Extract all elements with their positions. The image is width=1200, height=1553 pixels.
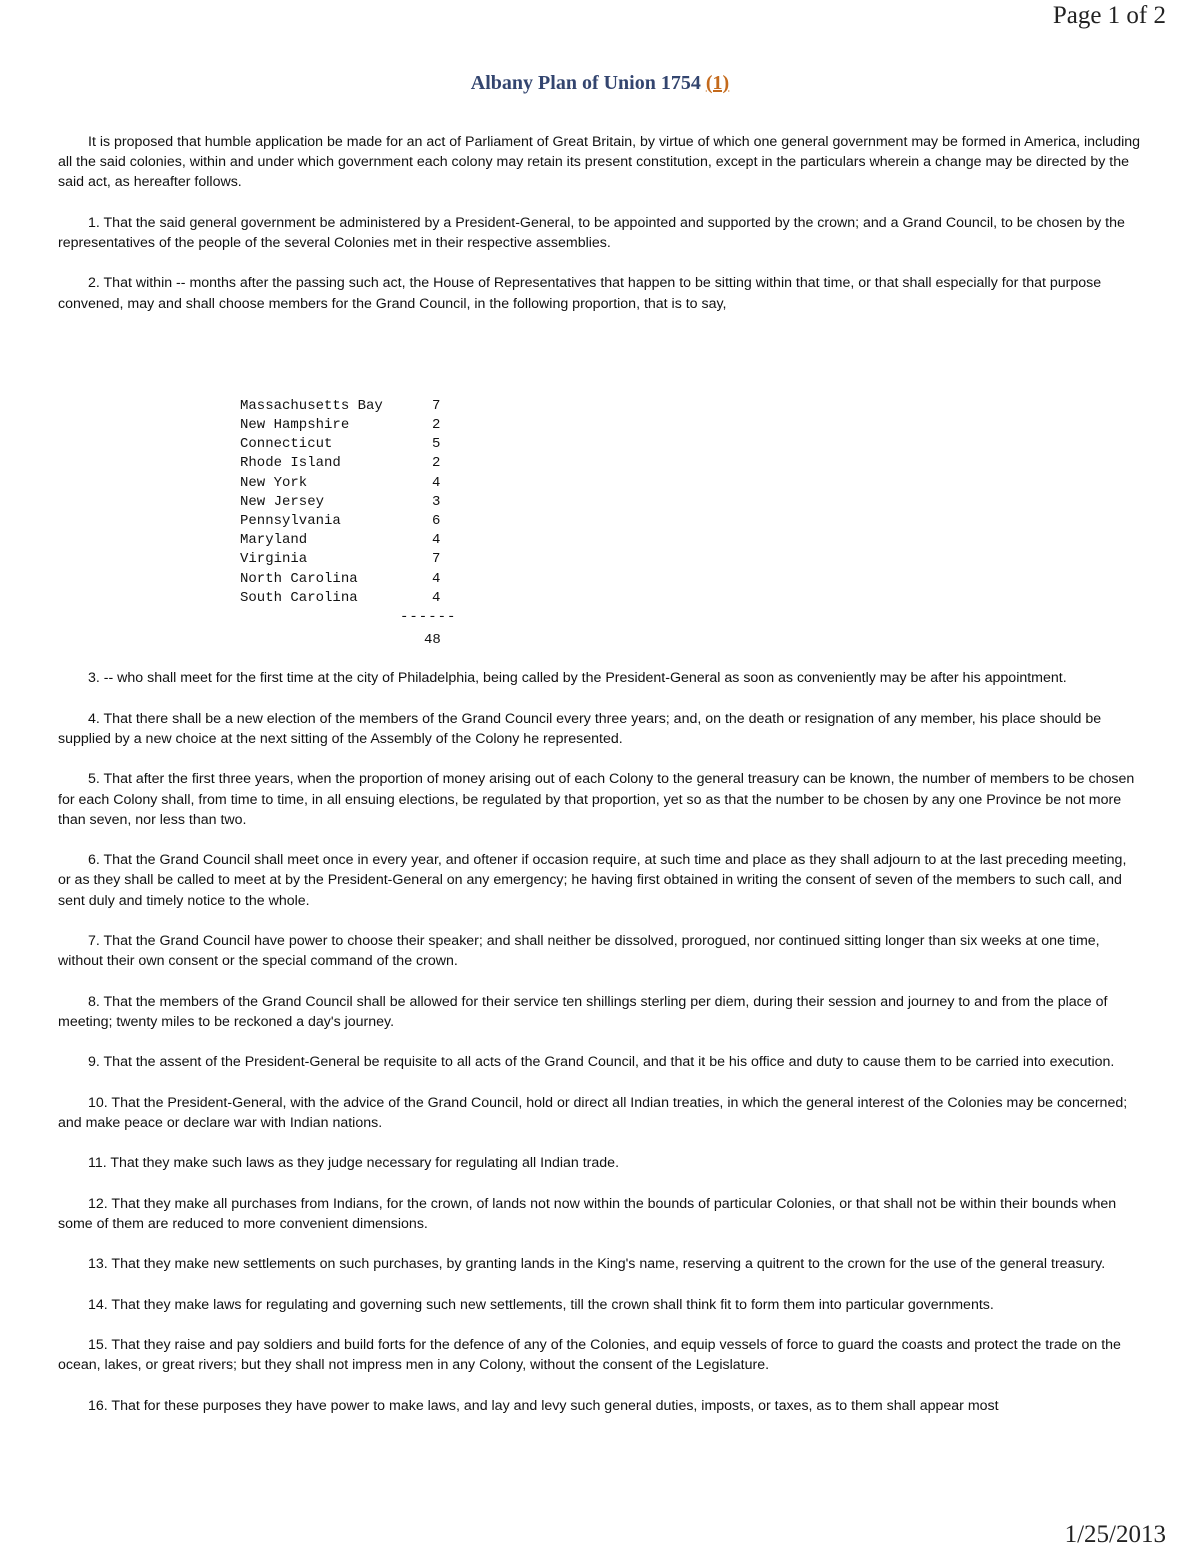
apportionment-row xyxy=(240,397,1140,416)
seat-count: 7 xyxy=(432,551,441,568)
colony-name: New Hampshire xyxy=(240,417,350,433)
article-paragraph-6: 6. That the Grand Council shall meet once in every year, and oftener if occasion require, at such time and place as they shall adjourn to at the last preceding meeting, or as they shall be called to meet at by the President-General on any emergency; he having first obtained in writing the consent of seven of the members to such call, and sent duly and timely notice to the whole. xyxy=(58,852,1127,909)
total-seats: 48 xyxy=(424,632,441,649)
apportionment-table xyxy=(240,397,1140,651)
colony-name: North Carolina xyxy=(240,570,358,587)
apportionment-row xyxy=(240,570,1140,589)
apportionment-row xyxy=(240,531,1140,550)
colony-name: Pennsylvania xyxy=(240,513,341,530)
article-paragraph-4: 4. That there shall be a new election of the members of the Grand Council every three years; and, on the death or resignation of any member, his place should be supplied by a new choice at the next sitting of the Assembly of the Colony he represented. xyxy=(58,710,1102,748)
seat-count: 2 xyxy=(432,455,441,472)
seat-count: 7 xyxy=(432,397,441,414)
seat-count: 3 xyxy=(432,493,441,510)
seat-count: 6 xyxy=(432,513,441,530)
seat-count: 4 xyxy=(432,474,441,491)
document-title xyxy=(0,72,1200,95)
intro-paragraph: It is proposed that humble application be made for an act of Parliament of Great Britain, by virtue of which one general government may be formed in America, including all the said colonies, within and under which government each colony may retain its present constitution, except in the particulars wherein a change may be directed by the said act, as hereafter follows. xyxy=(58,134,1141,191)
article-paragraph-7: 7. That the Grand Council have power to choose their speaker; and shall neither be dissolved, prorogued, nor continued sitting longer than six weeks at one time, without their own consent or the special command of the crown. xyxy=(58,933,1100,970)
apportionment-row xyxy=(240,435,1140,454)
print-date: 1/25/2013 xyxy=(1064,1521,1166,1548)
footnote-link[interactable]: (1) xyxy=(705,72,730,94)
apportionment-row xyxy=(240,416,1140,435)
apportionment-rows xyxy=(240,397,1140,608)
seat-count: 5 xyxy=(432,436,441,453)
article-paragraph-9: 9. That the assent of the President-General be requisite to all acts of the Grand Council, and that it be his office and duty to cause them to be carried into execution. xyxy=(88,1054,1115,1071)
apportionment-row xyxy=(240,493,1140,512)
seat-count: 4 xyxy=(432,589,441,606)
seat-count: 2 xyxy=(432,417,441,433)
article-paragraph-3: 3. -- who shall meet for the first time at the city of Philadelphia, being called by the President-General as soon as conveniently may be after his appointment. xyxy=(88,670,1067,687)
colony-name: Maryland xyxy=(240,532,308,549)
colony-name: Massachusetts Bay xyxy=(240,397,383,414)
colony-name: Connecticut xyxy=(240,436,333,453)
article-list xyxy=(58,668,1140,1415)
colony-name: Rhode Island xyxy=(240,455,341,472)
seat-count: 4 xyxy=(432,532,441,549)
apportionment-row xyxy=(240,550,1140,569)
title-text: Albany Plan of Union 1754 xyxy=(470,72,701,94)
article-paragraph-8: 8. That the members of the Grand Council shall be allowed for their service ten shillings sterling per diem, during their session and journey to and from the place of meeting; twenty miles to be reckoned a day's journey. xyxy=(58,993,1108,1030)
article-paragraph-5: 5. That after the first three years, when the proportion of money arising out of each Colony to the general treasury can be known, the number of members to be chosen for each Colony shall, from time to time, in all ensuing elections, be regulated by that proportion, yet so as that the number to be chosen by any one Province be not more than seven, nor less than two. xyxy=(58,771,1135,828)
article-paragraph-2: 2. That within -- months after the passing such act, the House of Representatives that happen to be sitting within that time, or that shall especially for that purpose convened, may and shall choose members for the Grand Council, in the following proportion, that is to say, xyxy=(58,275,1102,312)
article-paragraph-13: 13. That they make new settlements on such purchases, by granting lands in the King's name, reserving a quitrent to the crown for the use of the general treasury. xyxy=(88,1256,1106,1273)
article-paragraph-14: 14. That they make laws for regulating and governing such new settlements, till the crown shall think fit to form them into particular governments. xyxy=(88,1296,994,1313)
colony-name: Virginia xyxy=(240,551,308,568)
apportionment-row xyxy=(240,512,1140,531)
article-paragraph-1: 1. That the said general government be administered by a President-General, to be appointed and supported by the crown; and a Grand Council, to be chosen by the representatives of the people of the several Colonies met in their respective assemblies. xyxy=(58,214,1125,251)
seat-count: 4 xyxy=(432,570,441,587)
article-paragraph-15: 15. That they raise and pay soldiers and build forts for the defence of any of the Colonies, and equip vessels of force to guard the coasts and protect the trade on the ocean, lakes, or great rivers; but they shall not impress men in any Colony, without the consent of the Legislature. xyxy=(58,1336,1121,1374)
article-paragraph-16: 16. That for these purposes they have power to make laws, and lay and levy such general duties, imposts, or taxes, as to them shall appear most xyxy=(88,1397,999,1414)
sum-rule: ------ xyxy=(400,609,457,626)
colony-name: South Carolina xyxy=(240,589,358,606)
page-number-label: Page 1 of 2 xyxy=(1052,2,1166,29)
colony-name: New Jersey xyxy=(240,493,325,510)
article-paragraph-12: 12. That they make all purchases from Indians, for the crown, of lands not now within the bounds of particular Colonies, or that shall not be within their bounds when some of them are reduced to more convenient dimensions. xyxy=(58,1195,1117,1232)
document-body xyxy=(58,132,1140,1436)
apportionment-row xyxy=(240,589,1140,608)
article-paragraph-10: 10. That the President-General, with the advice of the Grand Council, hold or direct all Indian treaties, in which the general interest of the Colonies may be concerned; and make peace or declare war with Indian nations. xyxy=(58,1094,1128,1131)
apportionment-row xyxy=(240,454,1140,473)
apportionment-row xyxy=(240,474,1140,493)
colony-name: New York xyxy=(240,474,308,491)
article-paragraph-11: 11. That they make such laws as they judge necessary for regulating all Indian trade. xyxy=(88,1155,620,1172)
